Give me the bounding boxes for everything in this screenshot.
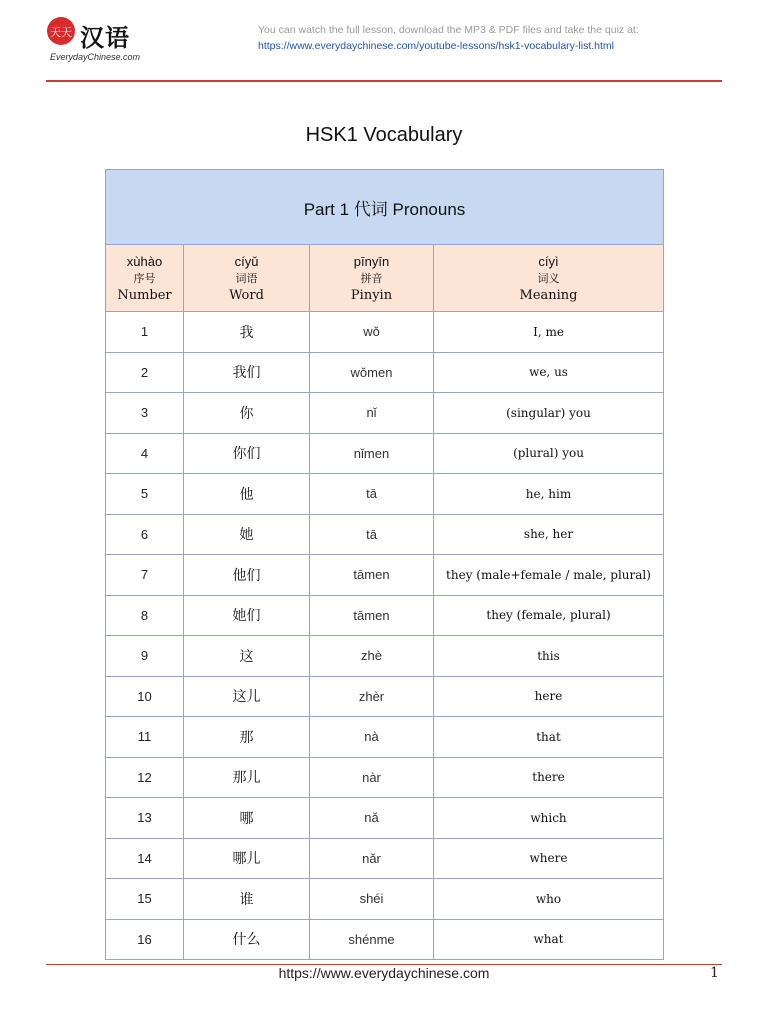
table-row (106, 555, 664, 596)
row-word: 我们 (184, 352, 310, 393)
row-number: 15 (106, 879, 184, 920)
footer-link[interactable]: https://www.everydaychinese.com (278, 965, 490, 981)
row-word: 那 (184, 717, 310, 758)
row-word: 哪 (184, 798, 310, 839)
row-meaning: where (434, 838, 664, 879)
row-meaning: who (434, 879, 664, 920)
row-pinyin: shénme (310, 919, 434, 960)
table-row (106, 838, 664, 879)
table-row (106, 433, 664, 474)
column-header-pinyin-col (310, 245, 434, 312)
row-meaning: that (434, 717, 664, 758)
page-number: 1 (710, 965, 719, 981)
row-word: 他 (184, 474, 310, 515)
row-number: 12 (106, 757, 184, 798)
logo-text: 汉语 (80, 23, 130, 52)
logo-mark-icon (46, 16, 76, 46)
row-word: 她们 (184, 595, 310, 636)
row-meaning: here (434, 676, 664, 717)
column-header-pinyin: xùhào (126, 253, 163, 269)
row-word: 那儿 (184, 757, 310, 798)
row-meaning: I, me (434, 312, 664, 353)
row-pinyin: nǐ (310, 393, 434, 434)
row-word: 什么 (184, 919, 310, 960)
row-word: 这儿 (184, 676, 310, 717)
row-number: 6 (106, 514, 184, 555)
row-word: 他们 (184, 555, 310, 596)
row-number: 10 (106, 676, 184, 717)
header-note: You can watch the full lesson, download the MP3 & PDF files and take the quiz at: (258, 24, 639, 36)
row-meaning: she, her (434, 514, 664, 555)
table-row (106, 595, 664, 636)
row-word: 这 (184, 636, 310, 677)
row-word: 谁 (184, 879, 310, 920)
table-row (106, 474, 664, 515)
part-title: Part 1 代词 Pronouns (106, 170, 664, 245)
row-word: 她 (184, 514, 310, 555)
row-word: 你 (184, 393, 310, 434)
part-header-row (106, 170, 664, 245)
table-row (106, 676, 664, 717)
column-header-pinyin: cíyǔ (234, 253, 259, 269)
row-pinyin: wǒ (310, 312, 434, 353)
column-header-number (106, 245, 184, 312)
row-pinyin: tā (310, 474, 434, 515)
table-row (106, 879, 664, 920)
column-header-meaning (434, 245, 664, 312)
row-word: 我 (184, 312, 310, 353)
row-number: 16 (106, 919, 184, 960)
page-title: HSK1 Vocabulary (305, 124, 463, 146)
column-header-word (184, 245, 310, 312)
row-word: 哪儿 (184, 838, 310, 879)
column-header-english: Number (117, 287, 172, 303)
column-header-chinese: 拼音 (360, 271, 383, 285)
header-divider (46, 80, 722, 82)
column-header-pinyin: pīnyīn (353, 253, 390, 269)
lesson-link[interactable]: https://www.everydaychinese.com/youtube-lessons/hsk1-vocabulary-list.html (258, 40, 614, 52)
logo-mark-text: 天天 (50, 26, 72, 39)
row-number: 13 (106, 798, 184, 839)
row-meaning: there (434, 757, 664, 798)
row-word: 你们 (184, 433, 310, 474)
row-pinyin: nǎr (310, 838, 434, 879)
row-pinyin: wǒmen (310, 352, 434, 393)
column-header-english: Meaning (519, 287, 578, 303)
table-row (106, 312, 664, 353)
row-pinyin: tāmen (310, 555, 434, 596)
table-row (106, 757, 664, 798)
row-number: 11 (106, 717, 184, 758)
column-header-chinese: 词语 (235, 271, 258, 285)
row-meaning: this (434, 636, 664, 677)
column-header-row (106, 245, 664, 312)
row-meaning: (plural) you (434, 433, 664, 474)
row-pinyin: nǐmen (310, 433, 434, 474)
row-pinyin: zhè (310, 636, 434, 677)
row-pinyin: nà (310, 717, 434, 758)
table-row (106, 717, 664, 758)
column-header-english: Pinyin (350, 287, 393, 303)
row-pinyin: nǎ (310, 798, 434, 839)
row-meaning: they (male+female / male, plural) (434, 555, 664, 596)
row-meaning: (singular) you (434, 393, 664, 434)
table-row (106, 798, 664, 839)
table-row (106, 514, 664, 555)
brand-logo[interactable] (46, 16, 156, 68)
row-pinyin: tāmen (310, 595, 434, 636)
vocabulary-table (105, 169, 664, 960)
row-number: 5 (106, 474, 184, 515)
table-row (106, 636, 664, 677)
table-row (106, 919, 664, 960)
row-number: 8 (106, 595, 184, 636)
column-header-chinese: 词义 (537, 271, 560, 285)
column-header-chinese: 序号 (133, 271, 156, 285)
row-meaning: which (434, 798, 664, 839)
row-number: 14 (106, 838, 184, 879)
table-row (106, 393, 664, 434)
row-pinyin: nàr (310, 757, 434, 798)
row-number: 4 (106, 433, 184, 474)
row-number: 9 (106, 636, 184, 677)
row-number: 3 (106, 393, 184, 434)
row-number: 1 (106, 312, 184, 353)
column-header-pinyin: cíyì (538, 253, 559, 269)
row-pinyin: tā (310, 514, 434, 555)
row-pinyin: shéi (310, 879, 434, 920)
table-row (106, 352, 664, 393)
row-number: 7 (106, 555, 184, 596)
row-pinyin: zhèr (310, 676, 434, 717)
row-meaning: they (female, plural) (434, 595, 664, 636)
row-number: 2 (106, 352, 184, 393)
row-meaning: what (434, 919, 664, 960)
column-header-english: Word (229, 287, 264, 303)
row-meaning: he, him (434, 474, 664, 515)
logo-subtitle: EverydayChinese.com (50, 52, 141, 62)
row-meaning: we, us (434, 352, 664, 393)
